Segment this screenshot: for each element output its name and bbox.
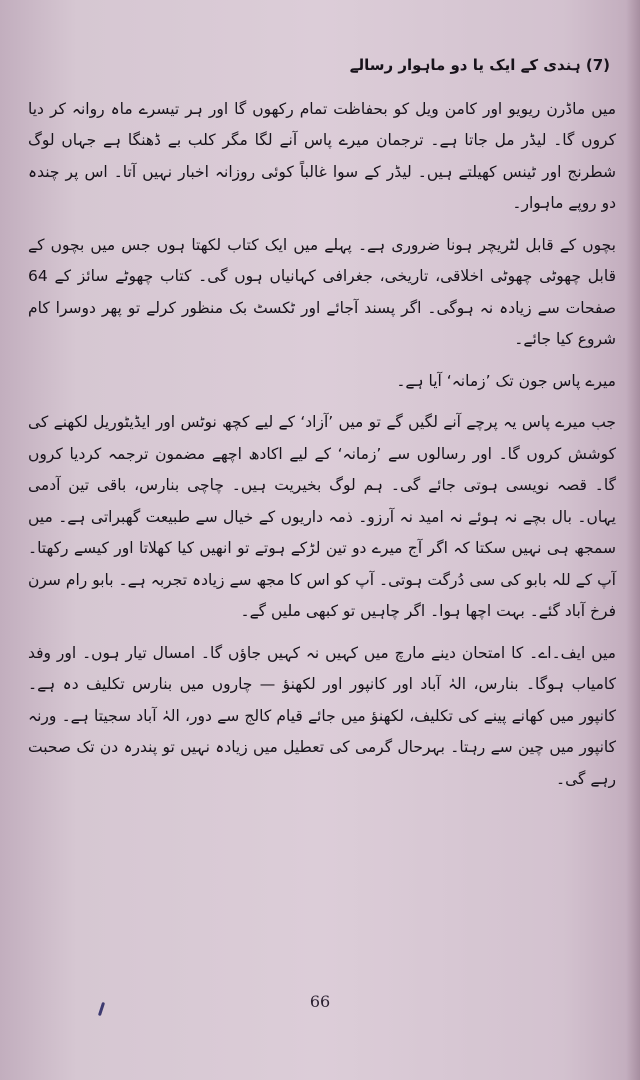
page-edge-shadow <box>626 0 640 1080</box>
paragraph-zamana: میرے پاس جون تک ’زمانہ‘ آیا ہے۔ <box>396 371 616 390</box>
body-text <box>28 50 616 795</box>
paragraph-magazines: میں ماڈرن ریویو اور کامن ویل کو بحفاظت تمام رکھوں گا اور ہر تیسرے ماہ روانہ کر دیا کروں گا۔ لیڈر مل جاتا ہے۔ ترجمان میرے پاس آنے لگا مگر کلب بے ڈھنگا ہے جہاں لوگ شطرنج اور ٹینس کھیلتے ہیں۔ لیڈر کے سوا غالباً کوئی روزانہ اخبار نہیں آتا۔ اس پر چندہ دو روپے ماہوار۔ <box>28 99 616 212</box>
paragraph-editorials: جب میرے پاس یہ پرچے آنے لگیں گے تو میں ’آزاد‘ کے لیے کچھ نوٹس اور ایڈیٹوریل لکھنے کی کوشش کروں گا۔ اور رسالوں سے ’زمانہ‘ کے لیے اکادھ اچھے مضمون ترجمہ کردیا کروں گا۔ قصہ نویسی ہوتی جائے گی۔ ہم لوگ بخیریت ہیں۔ چاچی بنارس، باقی تین آدمی یہاں۔ بال بچے نہ ہوئے نہ امید نہ آرزو۔ ذمہ داریوں کے خیال سے طبیعت گھبراتی ہے۔ میں سمجھ ہی نہیں سکتا کہ اگر آج میرے دو تین لڑکے ہوتے تو انھیں کیا کھلاتا اور کیسے رکھتا۔ آپ کے للہ بابو کی سی دُرگت ہوتی۔ آپ کو اس کا مجھ سے زیادہ تجربہ ہے۔ بابو رام سرن فرخ آباد گئے۔ بہت اچھا ہوا۔ اگر چاہیں تو کبھی ملیں گے۔ <box>28 413 616 620</box>
page-number: 66 <box>309 992 331 1011</box>
paragraph-children-literature: بچوں کے قابل لٹریچر ہونا ضروری ہے۔ پہلے میں ایک کتاب لکھتا ہوں جس میں بچوں کے قابل چھوٹی چھوٹی اخلاقی، تاریخی، جغرافی کہانیاں ہوں گی۔ کتاب چھوٹے سائز کے 64 صفحات سے زیادہ نہ ہوگی۔ اگر پسند آجائے اور ٹکسٹ بک منظور کرلے تو پھر دوسرا کام شروع کیا جائے۔ <box>28 235 616 348</box>
list-item-heading: (7) ہندی کے ایک یا دو ماہوار رسالے <box>349 56 610 74</box>
paragraph-exam: میں ایف۔اے۔ کا امتحان دینے مارچ میں کہیں نہ کہیں جاؤں گا۔ امسال تیار ہوں۔ اور وفد کامیاب ہوگا۔ بنارس، الہٰ آباد اور کانپور اور لکھنؤ — چاروں میں بنارس تکلیف دہ ہے۔ کانپور میں کھانے پینے کی تکلیف، لکھنؤ میں جائے قیام کالج سے دور، الہٰ آباد سجیتا ہے۔ ورنہ کانپور میں چین سے رہتا۔ بہرحال گرمی کی تعطیل میں زیادہ نہیں تو پندرہ دن تک صحبت رہے گی۔ <box>28 643 616 788</box>
